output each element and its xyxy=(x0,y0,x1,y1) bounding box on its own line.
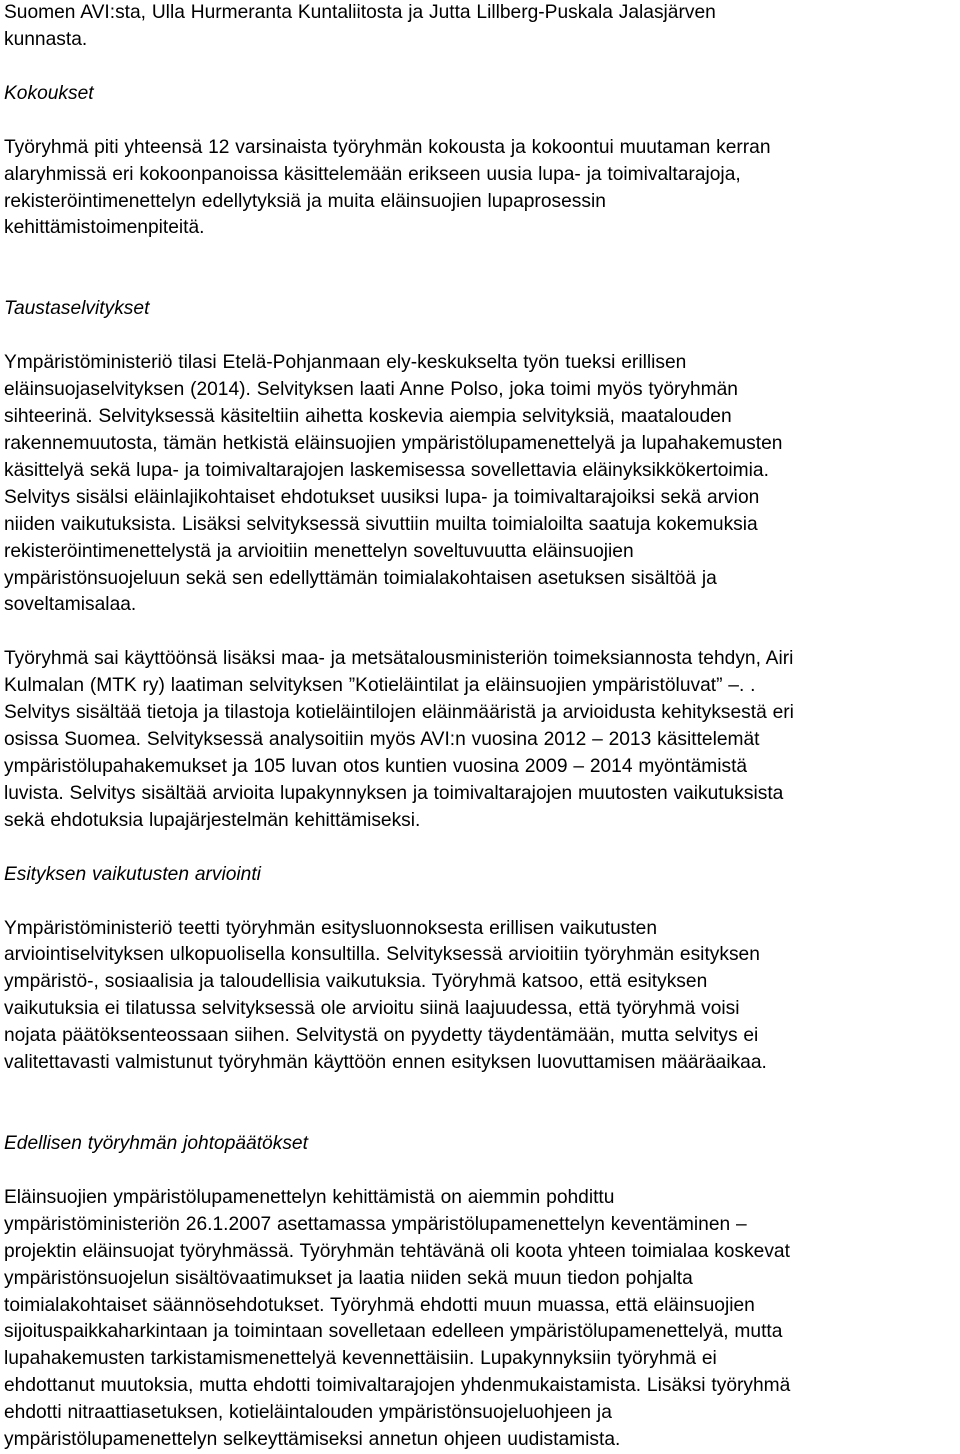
section-heading-johtopaatokset: Edellisen työryhmän johtopäätökset xyxy=(4,1133,308,1154)
section-heading-vaikutusten-arviointi: Esityksen vaikutusten arviointi xyxy=(4,863,261,885)
spacer xyxy=(4,108,954,135)
spacer xyxy=(4,619,954,646)
spacer xyxy=(4,54,954,81)
kokoukset-paragraph: Työryhmä piti yhteensä 12 varsinaista työryhmän kokousta ja kokoontui muutaman kerran alaryhmissä eri kokoonpanoissa käsittelemään erikseen uusia lupa- ja toimivaltarajoja, rekisteröintimenettelyn edellytyksiä ja muita eläinsuojien lupaprosessin kehittämistoimenpiteitä. xyxy=(4,136,771,239)
taustaselvitykset-paragraph-2: Työryhmä sai käyttöönsä lisäksi maa- ja metsätalousministeriön toimeksiannosta tehdyn, Airi Kulmalan (MTK ry) laatiman selvityksen ”Kotieläintilat ja eläinsuojien ympäristöluvat” –. . Selvitys sisältää tietoja ja tilastoja kotieläintilojen eläinmääristä ja arvioidusta kehityksestä eri osissa Suomea. Selvityksessä analysoitiin myös AVI:n vuosina 2012 – 2013 käsittelemät ympäristölupahakemukset ja 105 luvan otos kuntien vuosina 2009 – 2014 myöntämistä luvista. Selvitys sisältää arvioita lupakynnyksen ja toimivaltarajojen muutosten vaikutuksista sekä ehdotuksia lupajärjestelmän kehittämiseksi. xyxy=(4,648,794,831)
vaikutusten-arviointi-paragraph: Ympäristöministeriö teetti työryhmän esitysluonnoksesta erillisen vaikutusten arviointiselvityksen ulkopuolisella konsultilla. Selvityksessä arvioitiin työryhmän esityksen ympäristö-, sosiaalisia ja taloudellisia vaikutuksia. Työryhmä katsoo, että esityksen vaikutuksia ei tilatussa selvityksessä ole arvioitu siinä laajuudessa, että työryhmä voisi nojata päätöksenteossaan siihen. Selvitystä on pyydetty täydentämään, mutta selvitys ei valitettavasti valmistunut työryhmän käyttöön ennen esityksen luovuttamisen määräaikaa. xyxy=(4,917,767,1074)
section-heading-taustaselvitykset: Taustaselvitykset xyxy=(4,298,150,320)
johtopaatokset-paragraph: Eläinsuojien ympäristölupamenettelyn kehittämistä on aiemmin pohdittu ympäristöministeriön 26.1.2007 asettamassa ympäristölupamenettelyn keventäminen – projektin eläinsuojat työryhmässä. Työryhmän tehtävänä oli koota yhteen toimialaa koskevat ympäristönsuojelun sisältövaatimukset ja laatia niiden sekä muun tiedon pohjalta toimialakohtaiset säännösehdotukset. Työryhmä ehdotti muun muassa, että eläinsuojien sijoituspaikkaharkintaan ja toimintaan sovelletaan edelleen ympäristölupamenettelyä, mutta lupahakemusten tarkistamismenettelyä kevennettäisiin. Lupakynnyksiin työryhmä ei ehdottanut muutoksia, mutta ehdotti toimivaltarajojen yhdenmukaistamista. Lisäksi työryhmä ehdotti nitraattiasetuksen, kotieläintalouden ympäristönsuojeluohjeen ja ympäristölupamenettelyn selkeyttämiseksi annetun ohjeen uudistamista. xyxy=(4,1186,791,1451)
document-page xyxy=(4,0,954,1454)
spacer xyxy=(4,835,954,862)
spacer xyxy=(4,889,954,916)
taustaselvitykset-paragraph-1: Ympäristöministeriö tilasi Etelä-Pohjanmaan ely-keskukselta työn tueksi erillisen eläinsuojaselvityksen (2014). Selvityksen laati Anne Polso, joka toimi myös työryhmän sihteerinä. Selvityksessä käsiteltiin aihetta koskevia aiempia selvityksiä, maatalouden rakennemuutosta, tämän hetkistä eläinsuojien ympäristölupamenettelyä ja lupahakemusten käsittelyä sekä lupa- ja toimivaltarajojen laskemisessa sovellettavia eläinyksikkökertoimia. Selvitys sisälsi eläinlajikohtaiset ehdotukset uusiksi lupa- ja toimivaltarajoiksi sekä arvion niiden vaikutuksista. Lisäksi selvityksessä sivuttiin muilta toimialoilta saatuja kokemuksia rekisteröintimenettelystä ja arvioitiin menettelyn soveltuvuutta eläinsuojien ympäristönsuojeluun sekä sen edellyttämän toimialakohtaisen asetuksen sisältöä ja soveltamisalaa. xyxy=(4,352,783,616)
spacer xyxy=(4,323,954,350)
section-heading-kokoukset: Kokoukset xyxy=(4,82,94,104)
intro-paragraph: Suomen AVI:sta, Ulla Hurmeranta Kuntaliitosta ja Jutta Lillberg-Puskala Jalasjärven kunnasta. xyxy=(4,2,716,50)
spacer xyxy=(4,1158,954,1185)
spacer xyxy=(4,242,954,296)
spacer xyxy=(4,1077,954,1131)
